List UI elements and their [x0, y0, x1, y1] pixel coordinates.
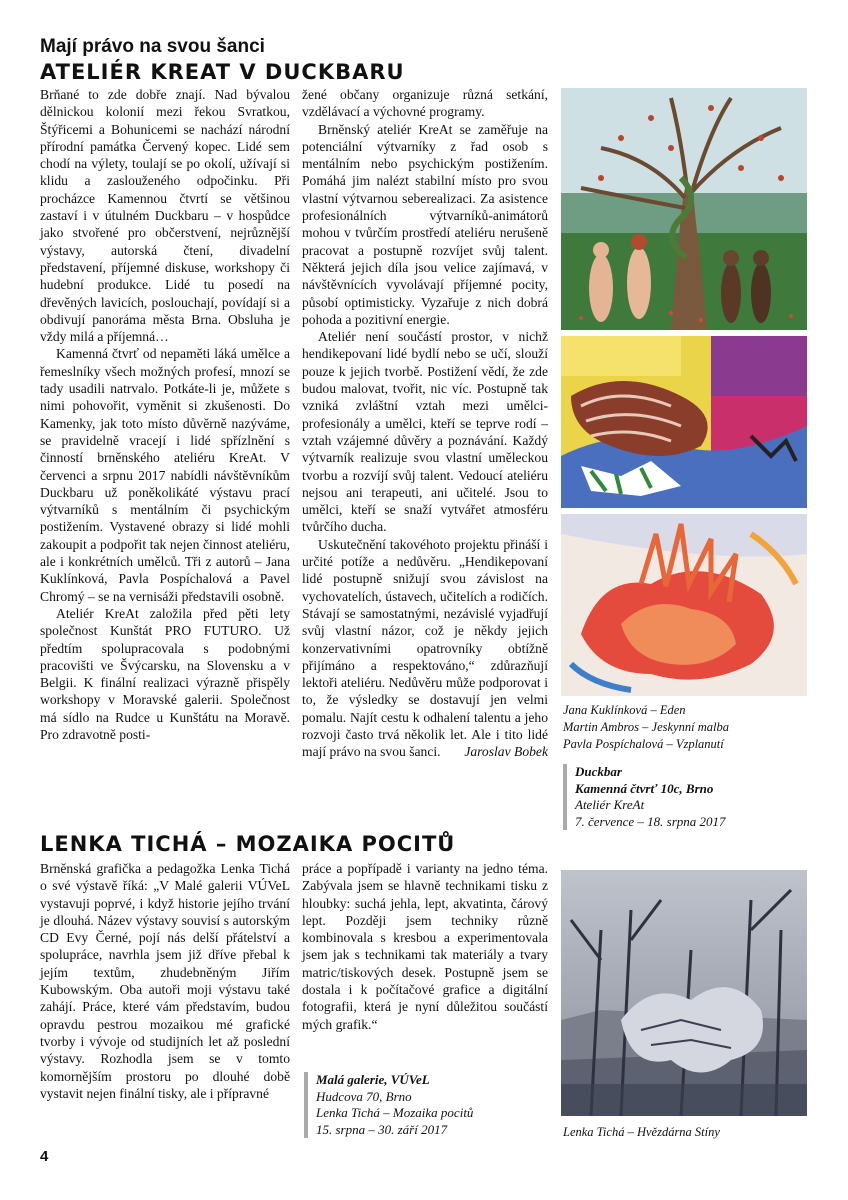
- photo-hvezdarna-stiny: [561, 870, 807, 1116]
- venue-address: Kamenná čtvrť 10c, Brno: [575, 780, 714, 796]
- paragraph: Ateliér KreAt založila před pěti lety společnost Kunštát PRO FUTURO. Už předtím spolupracovala s podobnými pracovišti ve Švýcarsku, na Slovensku a v Belgii. K finální realizaci výrazně přispěly workshopy v Moravské galerii. Společnost má sídlo na Rudce u Kunštátu na Moravě. Pro zdravotně posti-: [40, 605, 290, 742]
- organizer: Ateliér KreAt: [575, 797, 645, 812]
- article2-column-2: [302, 860, 548, 1033]
- paragraph: žené občany organizuje různá setkání, vzdělávací a výchovné programy.: [302, 87, 548, 120]
- venue-name: Duckbar: [575, 764, 622, 779]
- painting-vzplanuti: [561, 514, 807, 696]
- exhibition-info-duckbar: [563, 764, 805, 830]
- article2-column-1: [40, 860, 290, 1102]
- venue-name: Malá galerie, VÚVeL: [316, 1072, 430, 1087]
- paragraph: Brněnský ateliér KreAt se zaměřuje na potenciální výtvarníky z řad osob s mentálním nebo psychickým postižením. Pomáhá jim nalézt stabilní místo pro svou vlastní výtvarnou seberealizaci. Za asistence profesionálních výtvarníků-animátorů mohou v tvůrčím prostředí ateliéru nerušeně pracovat a postupně rozvíjet svůj talent. Některá jejich díla jsou velice zajímavá, v návštěvnících vyvolávají příjemné pocity, působí optimisticky. Vyzařuje z nich dobrá pohoda a pozitivní energie.: [302, 121, 548, 327]
- caption-eden: Jana Kuklínková – Eden: [563, 703, 686, 717]
- article-kicker: Mají právo na svou šanci: [40, 36, 265, 57]
- paragraph: Brňané to zde dobře znají. Nad bývalou dělnickou kolonií mezi řekou Svratkou, Štýřicemi a Bohunicemi se nachází národní přírodní památka Červený kopec. Lidé sem chodí na výlety, toulají se po okolí, užívají si klidu a zaslouženého odpočinku. Při procházce Kamennou čtvrtí se většinou zastaví i v útulném Duckbaru – v hospůdce jako stvořené pro občerstvení, nejrůznější výstavy, autorská čtení, divadelní představení, příjemné diskuse, workshopy či hudební produkce. Lidé tu posedí na dřevěných lavicích, poslouchají, povídají si a obdivují panoráma města Brna. Obsluha je vždy milá a příjemná…: [40, 87, 290, 345]
- paragraph: Ateliér není součástí prostor, v nichž hendikepovaní lidé bydlí nebo se učí, slouží pouze k jejich tvorbě. Postižení vědí, že zde budou malovat, tvořit, nic víc. Postupně tak vzniká zvláštní vztah mezi umělci-profesionály a umělci, kteří se teprve rodí – vztah vzájemné důvěry a poznávání. Každý výtvarník realizuje svou vlastní uměleckou tvorbu a rozvíjí svůj talent. Vedoucí ateliéru nejsou ani terapeuti, ani učitelé. Jsou to umělci, kteří se snaží vytvářet atmosféru tvůrčího ducha.: [302, 329, 548, 535]
- article-title: ATELIÉR KREAT V DUCKBARU: [40, 60, 405, 84]
- venue-address: Hudcova 70, Brno: [316, 1088, 412, 1104]
- exhibition-info-vuvel: [304, 1072, 546, 1138]
- painting-eden: [561, 88, 807, 330]
- article1-column-1: [40, 86, 290, 743]
- caption-vzplanuti: Pavla Pospíchalová – Vzplanutí: [563, 737, 724, 751]
- paragraph: práce a popřípadě i varianty na jedno téma. Zabývala jsem se hlavně technikami tisku z hloubky: suchá jehla, lept, akvatinta, čárový lept. Později jsem techniky různě kombinovala s kresbou a experimentovala jsem jak s technikami tak materiály a tvary matric/tiskových desek. Postupně jsem se dostala i k počítačové grafice a digitální fotografii, která je nyní důležitou součástí mých grafik.“: [302, 861, 548, 1032]
- exhibition-dates: 7. července – 18. srpna 2017: [575, 813, 726, 829]
- author-signature: Jaroslav Bobek: [464, 744, 548, 760]
- article1-column-2: [302, 86, 548, 761]
- paragraph: [302, 536, 548, 761]
- painting-jeskynni-malba: [561, 336, 807, 508]
- page-number: 4: [40, 1148, 49, 1165]
- exhibition-dates: 15. srpna – 30. září 2017: [316, 1121, 448, 1137]
- paragraph: Kamenná čtvrť od nepaměti láká umělce a řemeslníky všech možných profesí, mnozí se tady usadili natrvalo. Potkáte-li je, můžete s nimi pohovořit, vyměnit si zkušenosti. Do Kamenky, jak toto místo důvěrně nazýváme, se pravidelně vracejí i lidé spřízlnění s činností brněnského ateliéru KreAt. V červenci a srpnu 2017 nabídli návštěvníkům Duckbaru už poněkolikáté výstavu prací výtvarníků s mentálním či psychickým postižením. Vystavené obrazy si lidé mohli zakoupit a podpořit tak nejen činnost ateliéru, ale i konkrétních umělců. Tři z autorů – Jana Kuklínková, Pavla Pospíchalová a Pavel Chromý – se na vernisáži představili osobně.: [40, 346, 290, 604]
- photo-caption: Lenka Tichá – Hvězdárna Stíny: [563, 1125, 720, 1139]
- paragraph: Brněnská grafička a pedagožka Lenka Tichá o své výstavě říká: „V Malé galerii VÚVeL vystavuji poprvé, i když historie jejího trvání je dlouhá. Název výstavy souvisí s autorským CD Evy Černé, pojí nás delší přátelství a spolupráce, navrhla jsem již dříve přebal k jejím textům, zhudebněným Jiřím Kubowským. Oba autoři moji výstavu také zahájí. Práce, které vám představím, budou opravdu pestrou mozaikou mé grafické tvorby i vývoje od studijních let až poslední výstavy. Rozhodla jsem se v tomto komornějším prostoru po dlouhé době vystavit nejen finální tisky, ale i přípravné: [40, 861, 290, 1101]
- caption-jeskynni-malba: Martin Ambros – Jeskynní malba: [563, 720, 729, 734]
- paragraph-text: Uskutečnění takovéhoto projektu přináší i určité potíže a nedůvěru. „Hendikepovaní lidé postupně snižují svou závislost na vychovatelích, ústavech, učitelích a rodičích. Stávají se samostatnými, nezávislé vyjadřují svůj vlastní názor, což je někdy jejich konzervativními opatrovníky obtížně přijímáno a respektováno,“ zdůrazňují lektoři ateliéru. Nedůvěru může podporovat i to, že výsledky se dostavují jen velmi pomalu. Najít cestu k odhalení talentu a jeho rozvoji často trvá několik let. Ale i tito lidé mají právo na svou šanci.: [302, 536, 548, 760]
- painting-captions: [563, 702, 809, 753]
- article2-title: LENKA TICHÁ – MOZAIKA POCITŮ: [40, 832, 456, 856]
- exhibition-name: Lenka Tichá – Mozaika pocitů: [316, 1105, 474, 1120]
